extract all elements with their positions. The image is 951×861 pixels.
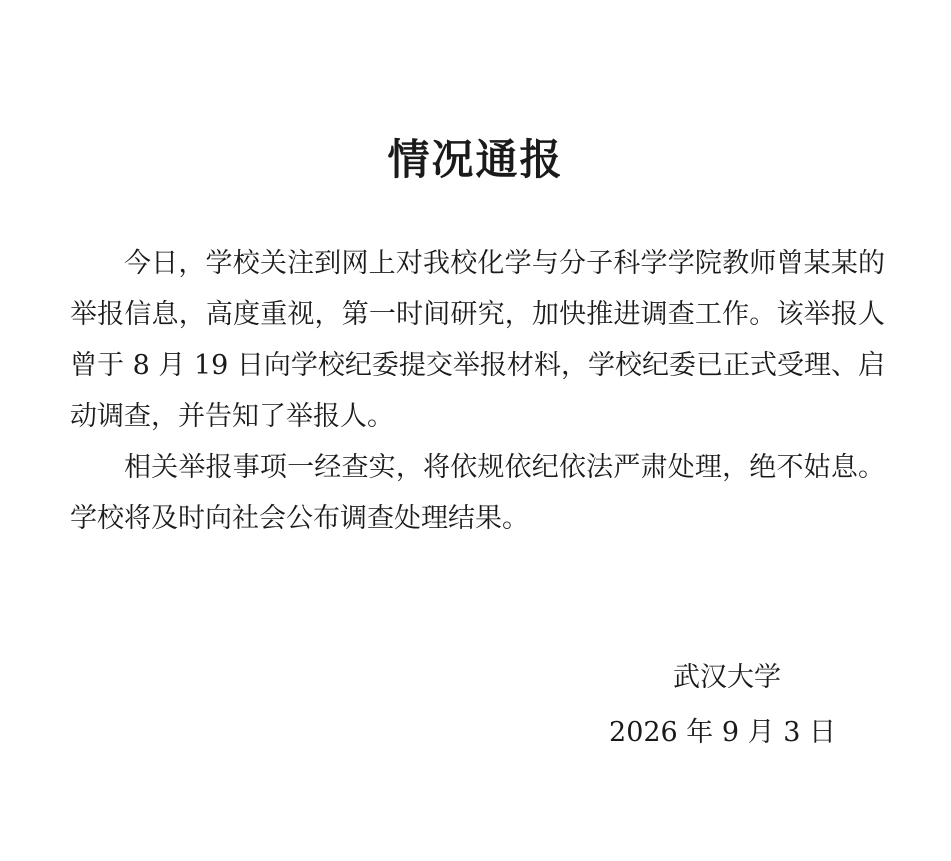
notice-body: [70, 238, 885, 544]
notice-title: 情况通报: [387, 135, 564, 184]
signature-block: [609, 650, 836, 760]
signature-date: 2026 年 9 月 3 日: [609, 717, 836, 748]
signature-organization: 武汉大学: [673, 662, 781, 693]
notice-paragraph-2: 相关举报事项一经查实，将依规依纪依法严肃处理，绝不姑息。学校将及时向社会公布调查处理结果。: [70, 452, 885, 534]
notice-paragraph-1: 今日，学校关注到网上对我校化学与分子科学学院教师曾某某的举报信息，高度重视，第一时间研究，加快推进调查工作。该举报人曾于 8 月 19 日向学校纪委提交举报材料，学校纪委已正式受理、启动调查，并告知了举报人。: [70, 248, 885, 432]
